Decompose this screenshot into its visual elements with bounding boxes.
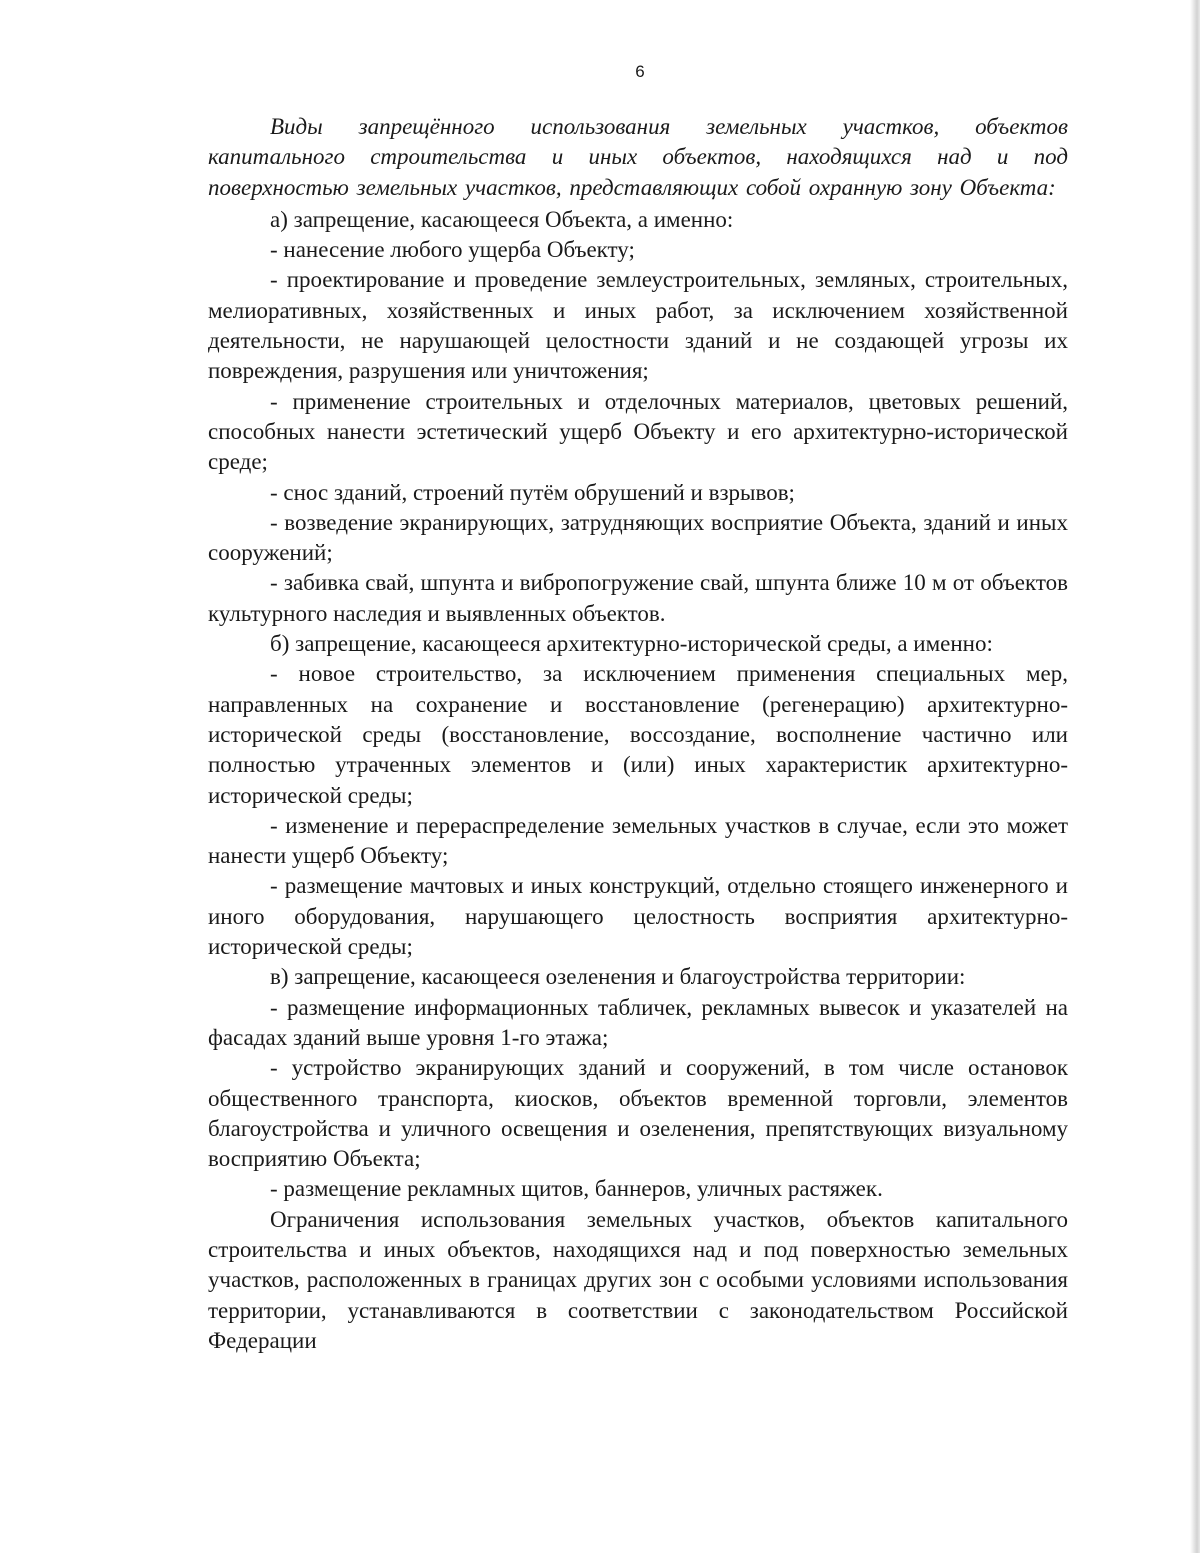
list-item: - новое строительство, за исключением применения специальных мер, направленных на сохранение и восстановление (регенерацию) архитектурно-исторической среды (восстановление, воссоздание, восполнение частично или полностью утраченных элементов и (или) иных характеристик архитектурно-исторической среды;: [208, 661, 1068, 808]
section-a-heading: а) запрещение, касающееся Объекта, а именно:: [270, 206, 734, 232]
list-item: - нанесение любого ущерба Объекту;: [270, 237, 635, 263]
closing-paragraph: Ограничения использования земельных участков, объектов капитального строительства и иных объектов, находящихся над и под поверхностью земельных участков, расположенных в границах других зон с особыми условиями использования территории, устанавливаются в соответствии с законодательством Российской Федерации: [208, 1206, 1068, 1353]
intro-paragraph: Виды запрещённого использования земельных участков, объектов капитального строительства и иных объектов, находящихся над и под поверхностью земельных участков, представляющих собой охранную зону Объекта:: [208, 114, 1068, 200]
section-b-heading: б) запрещение, касающееся архитектурно-исторической среды, а именно:: [270, 631, 993, 657]
page-number: 6: [635, 62, 645, 81]
document-body: [208, 112, 1068, 1356]
list-item: - снос зданий, строений путём обрушений и взрывов;: [270, 479, 795, 505]
list-item: - устройство экранирующих зданий и сооружений, в том числе остановок общественного транспорта, киосков, объектов временной торговли, элементов благоустройства и уличного освещения и озеленения, препятствующих визуальному восприятию Объекта;: [208, 1055, 1068, 1172]
list-item: - размещение информационных табличек, рекламных вывесок и указателей на фасадах зданий выше уровня 1-го этажа;: [208, 994, 1068, 1050]
list-item: - применение строительных и отделочных материалов, цветовых решений, способных нанести эстетический ущерб Объекту и его архитектурно-исторической среде;: [208, 388, 1068, 475]
list-item: - забивка свай, шпунта и вибропогружение свай, шпунта ближе 10 м от объектов культурного наследия и выявленных объектов.: [208, 570, 1068, 626]
scan-edge-shadow: [1190, 0, 1200, 1553]
list-item: - размещение рекламных щитов, баннеров, уличных растяжек.: [270, 1176, 883, 1202]
list-item: - проектирование и проведение землеустроительных, земляных, строительных, мелиоративных, хозяйственных и иных работ, за исключением хозяйственной деятельности, не нарушающей целостности зданий и не создающей угрозы их повреждения, разрушения или уничтожения;: [208, 267, 1068, 384]
section-c-heading: в) запрещение, касающееся озеленения и благоустройства территории:: [270, 964, 966, 990]
list-item: - размещение мачтовых и иных конструкций, отдельно стоящего инженерного и иного оборудования, нарушающего целостность восприятия архитектурно-исторической среды;: [208, 873, 1068, 960]
list-item: - изменение и перераспределение земельных участков в случае, если это может нанести ущерб Объекту;: [208, 812, 1068, 869]
list-item: - возведение экранирующих, затрудняющих восприятие Объекта, зданий и иных сооружений;: [208, 509, 1068, 566]
